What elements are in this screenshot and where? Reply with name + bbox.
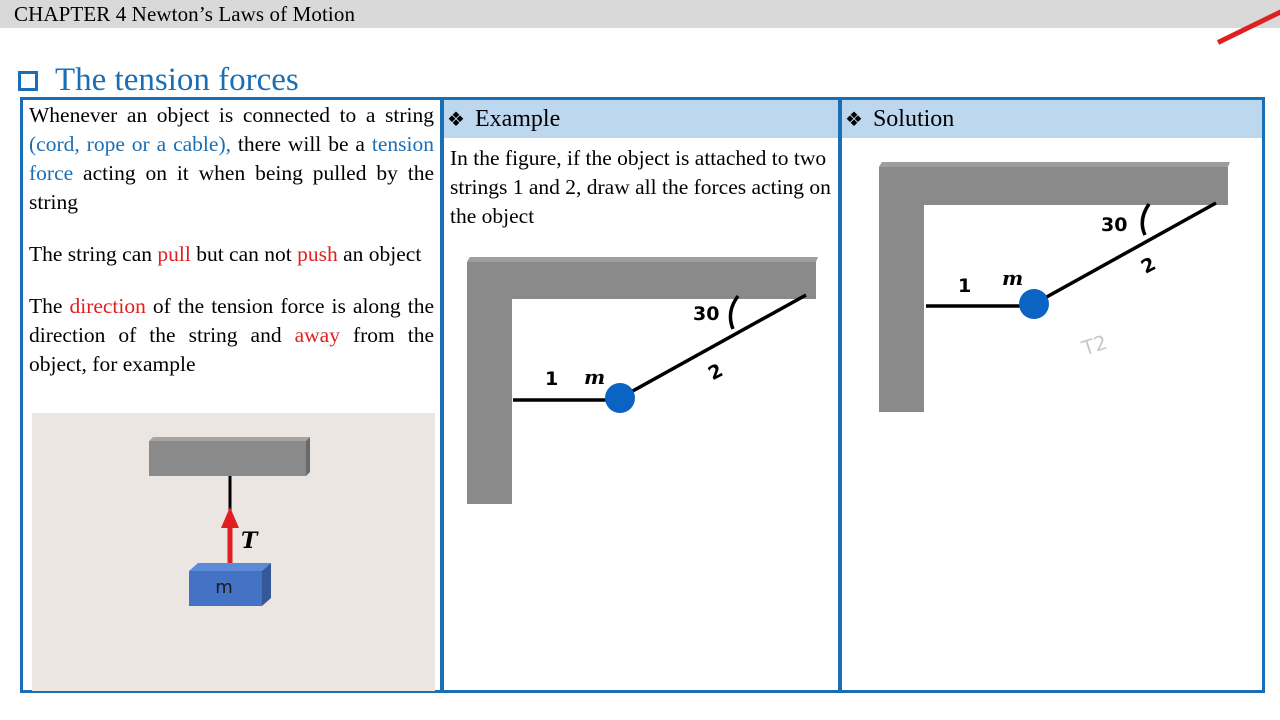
- text-run: The string can: [29, 242, 158, 266]
- text-run: The: [29, 294, 70, 318]
- angle-arc: [1142, 204, 1149, 235]
- solution-header-label: Solution: [872, 105, 955, 132]
- chapter-title: CHAPTER 4 Newton’s Laws of Motion: [14, 2, 356, 26]
- mass-dot: [1019, 289, 1049, 319]
- angle-arc: [730, 296, 738, 329]
- text-run: Whenever an object is connected to a string: [29, 103, 434, 127]
- example-problem-text: In the figure, if the object is attached to two strings 1 and 2, draw all the forces acting on the object: [450, 146, 831, 228]
- text-run: (cord, rope or a cable),: [29, 132, 231, 156]
- solution-figure: [879, 162, 1230, 412]
- example-header-label: Example: [474, 105, 561, 132]
- text-run: acting on it when being pulled by the string: [29, 161, 434, 214]
- diamond-bullet-icon: ❖: [845, 107, 863, 131]
- wall-horizontal: [512, 262, 816, 299]
- example-figure: [467, 257, 818, 504]
- wall-horizontal: [924, 167, 1228, 205]
- ceiling-bar: [149, 441, 306, 476]
- ceiling-bar-side: [306, 437, 310, 476]
- mass-block-top: [189, 563, 271, 571]
- text-run: away: [294, 323, 340, 347]
- text-run: tension force: [29, 132, 434, 185]
- angle-label: 30: [1101, 214, 1128, 236]
- ceiling-bar-top: [149, 437, 310, 441]
- text-run: from the object, for example: [29, 323, 434, 376]
- string-2-label: 2: [704, 359, 727, 385]
- wall-vertical: [879, 167, 924, 412]
- mass-dot: [605, 383, 635, 413]
- text-run: direction: [69, 294, 146, 318]
- text-run: push: [297, 242, 338, 266]
- wall-vertical: [467, 262, 512, 504]
- mass-label: m: [584, 365, 606, 389]
- wall-horizontal-top: [879, 162, 1230, 167]
- text-run: there will be a: [231, 132, 372, 156]
- mass-label: m: [1002, 266, 1024, 290]
- text-run: pull: [157, 242, 191, 266]
- mass-block-label: m: [215, 577, 233, 598]
- text-run: of the tension force is along the direction of the string and: [29, 294, 434, 347]
- angle-label: 30: [693, 303, 720, 325]
- text-run: but can not: [190, 242, 298, 266]
- handwritten-t2-label: T2: [1078, 329, 1111, 361]
- string-1-label: 1: [545, 368, 559, 390]
- section-title: The tension forces: [55, 61, 299, 98]
- wall-horizontal-top: [467, 257, 818, 262]
- tension-label: T: [241, 528, 258, 554]
- diamond-bullet-icon: ❖: [447, 107, 465, 131]
- string-1-label: 1: [958, 275, 972, 297]
- string-2-label: 2: [1137, 252, 1160, 279]
- hanging-block-figure: [32, 413, 435, 691]
- text-run: an object: [337, 242, 422, 266]
